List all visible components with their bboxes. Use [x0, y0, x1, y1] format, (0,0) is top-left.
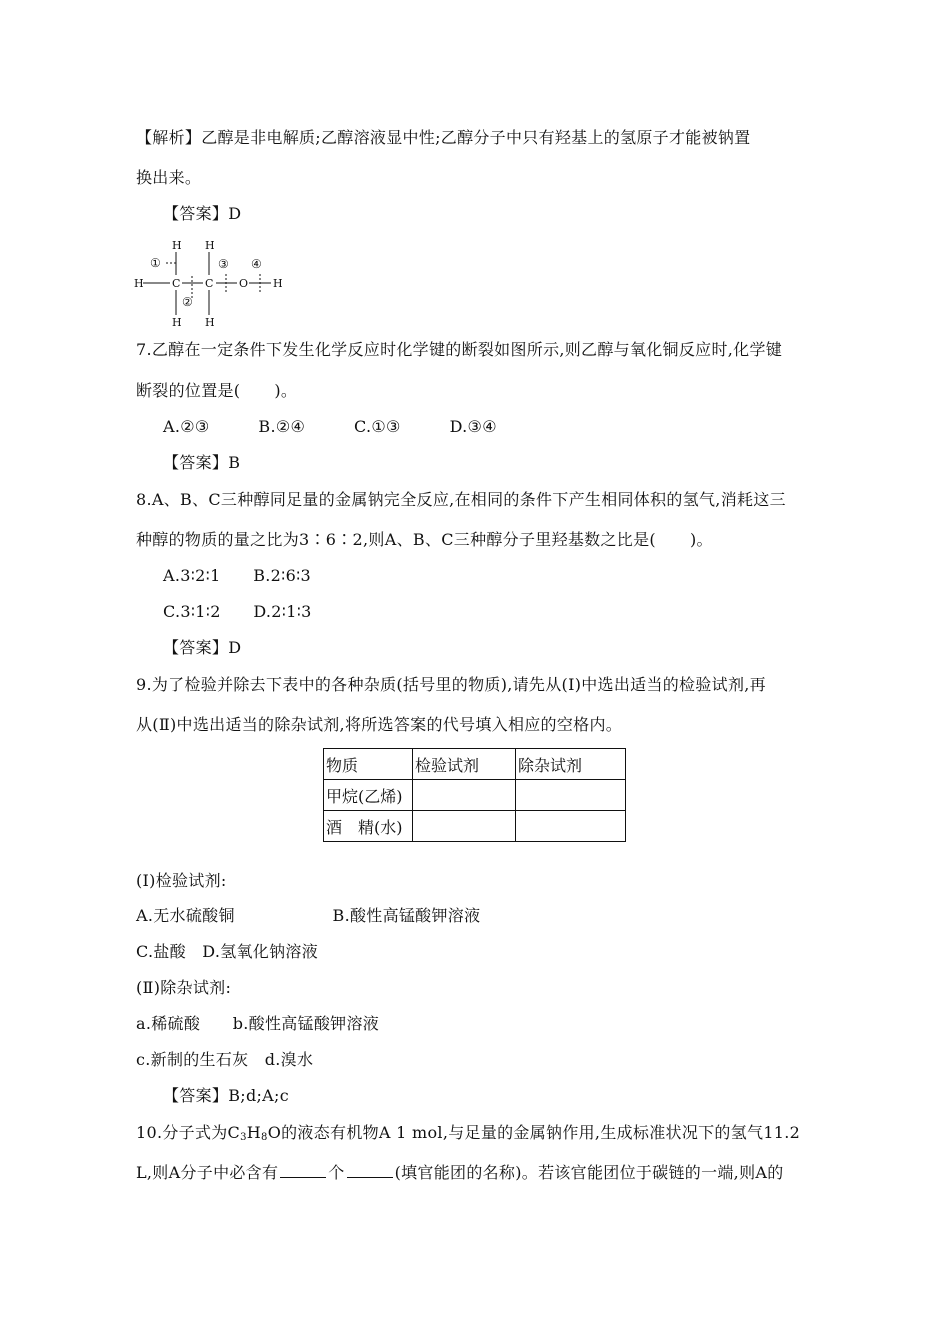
q10-text: H — [246, 1123, 262, 1142]
table-cell: 甲烷(乙烯) — [324, 780, 413, 811]
question-9-line-1: 9.为了检验并除去下表中的各种杂质(括号里的物质),请先从(Ⅰ)中选出适当的检验试剂,再 — [136, 675, 766, 694]
atom-o: O — [239, 277, 249, 290]
question-8-line-1: 8.A、B、C三种醇同足量的金属钠完全反应,在相同的条件下产生相同体积的氢气,消耗这三 — [136, 490, 786, 509]
atom-h-top-left: H — [172, 239, 182, 252]
test-reagent-ab: A.无水硫酸铜 B.酸性高锰酸钾溶液 — [136, 906, 481, 925]
question-7-end: )。 — [274, 381, 298, 400]
q10-text: 10.分子式为C — [136, 1123, 241, 1142]
table-cell: 酒 精(水) — [324, 811, 413, 842]
q10-text: L,则A分子中必含有 — [136, 1163, 279, 1182]
question-10-line-1 — [136, 1123, 800, 1148]
q10-text: O的液态有机物A 1 mol,与足量的金属钠作用,生成标准状况下的氢气11.2 — [267, 1123, 801, 1142]
q10-text: (填官能团的名称)。若该官能团位于碳链的一端,则A的 — [394, 1163, 784, 1182]
test-reagent-cd: C.盐酸 D.氢氧化钠溶液 — [136, 942, 319, 961]
atom-h-top-right: H — [205, 239, 215, 252]
analysis-line-2: 换出来。 — [136, 168, 202, 187]
bond-label-2: ② — [182, 295, 193, 309]
table-cell — [516, 780, 626, 811]
fill-blank[interactable] — [347, 1163, 393, 1178]
removal-reagent-ab: a.稀硫酸 b.酸性高锰酸钾溶液 — [136, 1014, 380, 1033]
question-7-stem: 断裂的位置是( — [136, 381, 241, 400]
table-header-remove: 除杂试剂 — [516, 749, 626, 780]
table-row — [324, 749, 626, 780]
removal-reagent-cd: c.新制的生石灰 d.溴水 — [136, 1050, 314, 1069]
question-10-line-2 — [136, 1163, 784, 1183]
bond-label-1: ① — [150, 256, 161, 270]
atom-h-bottom-right: H — [205, 316, 215, 329]
ethanol-bond-diagram — [130, 232, 295, 332]
answer-7: 【答案】B — [163, 453, 241, 472]
bond-label-4: ④ — [251, 257, 262, 271]
table-row — [324, 780, 626, 811]
reagent-table — [323, 748, 626, 842]
answer-9: 【答案】B;d;A;c — [163, 1086, 289, 1105]
table-row — [324, 811, 626, 842]
q10-subscript: 8 — [261, 1132, 268, 1143]
question-7-options: A.②③ B.②④ C.①③ D.③④ — [163, 417, 497, 436]
table-cell — [413, 780, 516, 811]
test-reagent-title: (Ⅰ)检验试剂: — [136, 871, 227, 890]
table-header-test: 检验试剂 — [413, 749, 516, 780]
fill-blank[interactable] — [280, 1163, 326, 1178]
atom-h-right: H — [273, 277, 283, 290]
question-9-line-2: 从(Ⅱ)中选出适当的除杂试剂,将所选答案的代号填入相应的空格内。 — [136, 715, 623, 734]
bond-label-3: ③ — [218, 257, 229, 271]
question-8-options-cd: C.3∶1∶2 D.2∶1∶3 — [163, 602, 312, 621]
question-8-options-ab: A.3∶2∶1 B.2∶6∶3 — [163, 566, 312, 585]
q10-subscript: 3 — [240, 1132, 247, 1143]
answer-6: 【答案】D — [163, 204, 242, 223]
table-cell — [413, 811, 516, 842]
atom-c-1: C — [172, 277, 181, 290]
table-cell — [516, 811, 626, 842]
analysis-line-1: 【解析】乙醇是非电解质;乙醇溶液显中性;乙醇分子中只有羟基上的氢原子才能被钠置 — [136, 128, 751, 147]
answer-8: 【答案】D — [163, 638, 242, 657]
question-7-line-2 — [136, 381, 297, 401]
atom-h-bottom-left: H — [172, 316, 182, 329]
table-header-substance: 物质 — [324, 749, 413, 780]
question-7-line-1: 7.乙醇在一定条件下发生化学反应时化学键的断裂如图所示,则乙醇与氧化铜反应时,化学键 — [136, 340, 783, 359]
atom-h-left: H — [134, 277, 144, 290]
atom-c-2: C — [205, 277, 214, 290]
question-8-line-2 — [136, 530, 713, 550]
removal-reagent-title: (Ⅱ)除杂试剂: — [136, 978, 232, 997]
question-8-end: )。 — [689, 530, 713, 549]
q10-text: 个 — [328, 1163, 345, 1182]
question-8-stem: 种醇的物质的量之比为3∶6∶2,则A、B、C三种醇分子里羟基数之比是( — [136, 530, 656, 549]
